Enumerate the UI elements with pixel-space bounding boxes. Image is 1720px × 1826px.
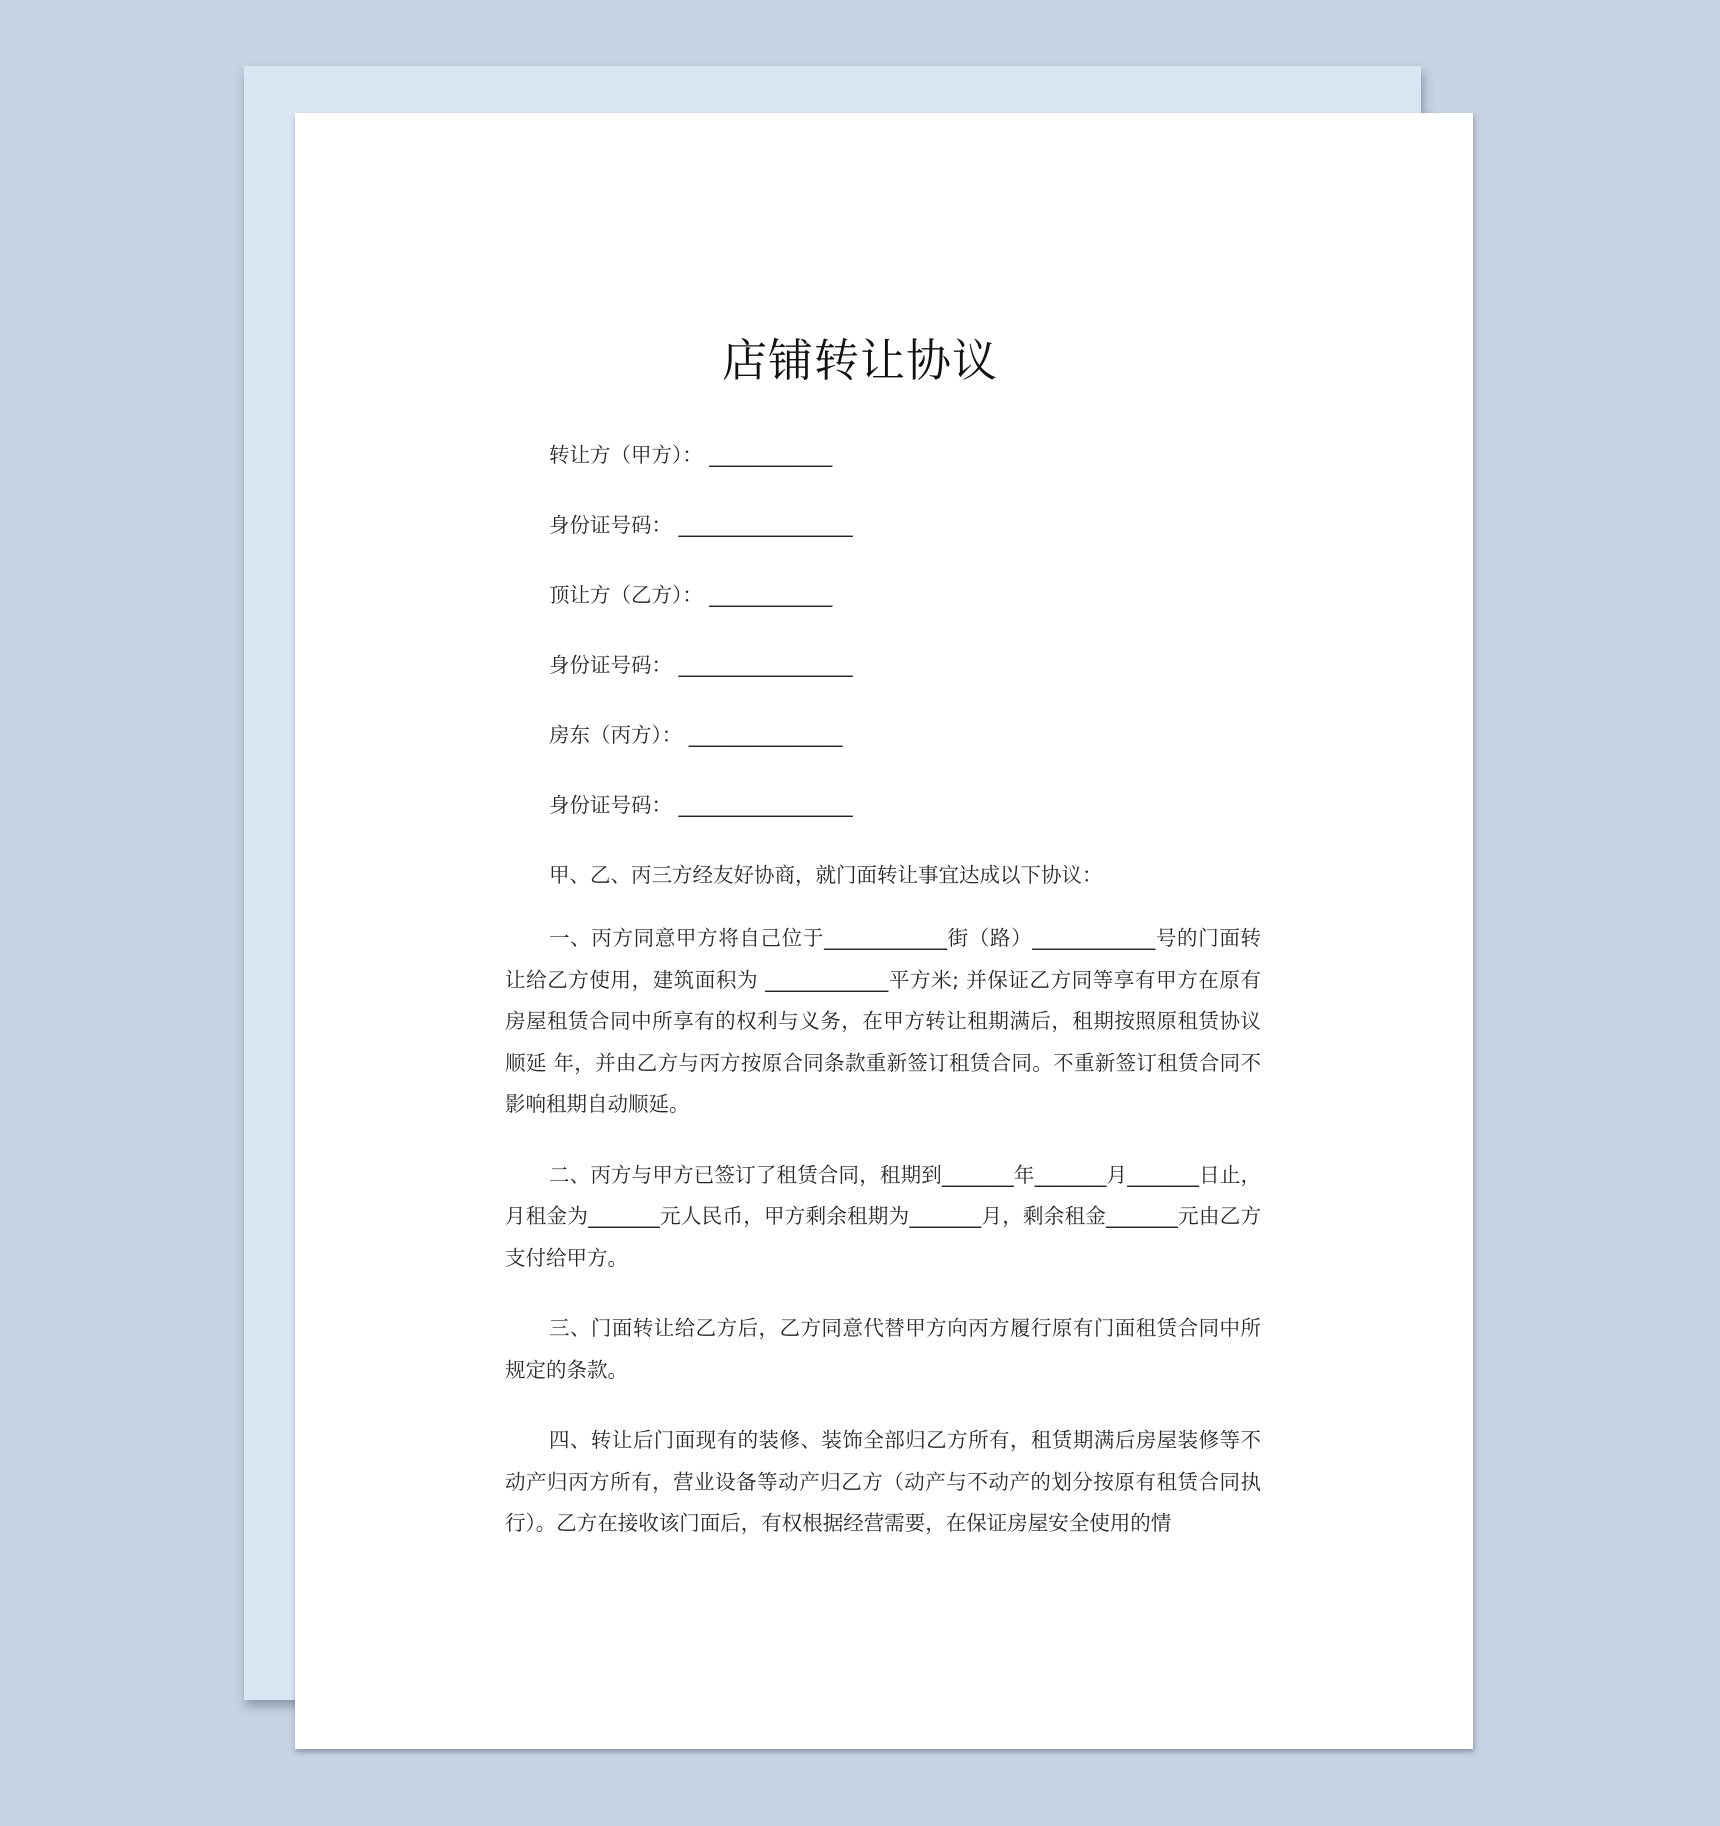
document-title: 店铺转让协议 [721,334,998,387]
field-transferee-id [505,650,1261,720]
fill-blank: _______________ [688,723,843,747]
clause-2: 二、丙方与甲方已签订了租赁合同，租期到_______年_______月_______日止，月租金为_______元人民币，甲方剩余租期为_______月，剩余租金_______元由乙方支付给甲方。 [505,1162,1261,1270]
field-label: 转让方（甲方）： [549,443,703,467]
field-label: 房东（丙方）： [549,723,683,747]
field-label: 身份证号码： [549,653,672,677]
field-label: 身份证号码： [549,513,672,537]
clause-1: 一、丙方同意甲方将自己位于____________街（路）____________号的门面转让给乙方使用，建筑面积为 ____________平方米; 并保证乙方同等享有甲方在原有房屋租赁合同中所享有的权利与义务，在甲方转让租期满后，租期按照原租赁协议顺延 年，并由乙方与丙方按原合同条款重新签订租赁合同。不重新签订租赁合同不影响租期自动顺延。 [505,926,1261,1116]
fill-blank: ____________ [709,443,833,467]
field-transferor [505,440,1261,510]
fill-blank: _________________ [678,793,853,817]
field-label: 身份证号码： [549,793,672,817]
intro-paragraph: 甲、乙、丙三方经友好协商，就门面转让事宜达成以下协议： [549,863,1103,887]
field-landlord-id [505,790,1261,860]
field-label: 顶让方（乙方）： [549,583,703,607]
field-transferee [505,580,1261,650]
clause-3: 三、门面转让给乙方后，乙方同意代替甲方向丙方履行原有门面租赁合同中所规定的条款。 [505,1316,1261,1382]
fill-blank: ____________ [709,583,833,607]
clause-4: 四、转让后门面现有的装修、装饰全部归乙方所有，租赁期满后房屋装修等不动产归丙方所有，营业设备等动产归乙方（动产与不动产的划分按原有租赁合同执行）。乙方在接收该门面后，有权根据经营需要，在保证房屋安全使用的情 [505,1428,1261,1535]
document-body [505,440,1261,1574]
field-transferor-id [505,510,1261,580]
field-landlord [505,720,1261,790]
fill-blank: _________________ [678,653,853,677]
fill-blank: _________________ [678,513,853,537]
